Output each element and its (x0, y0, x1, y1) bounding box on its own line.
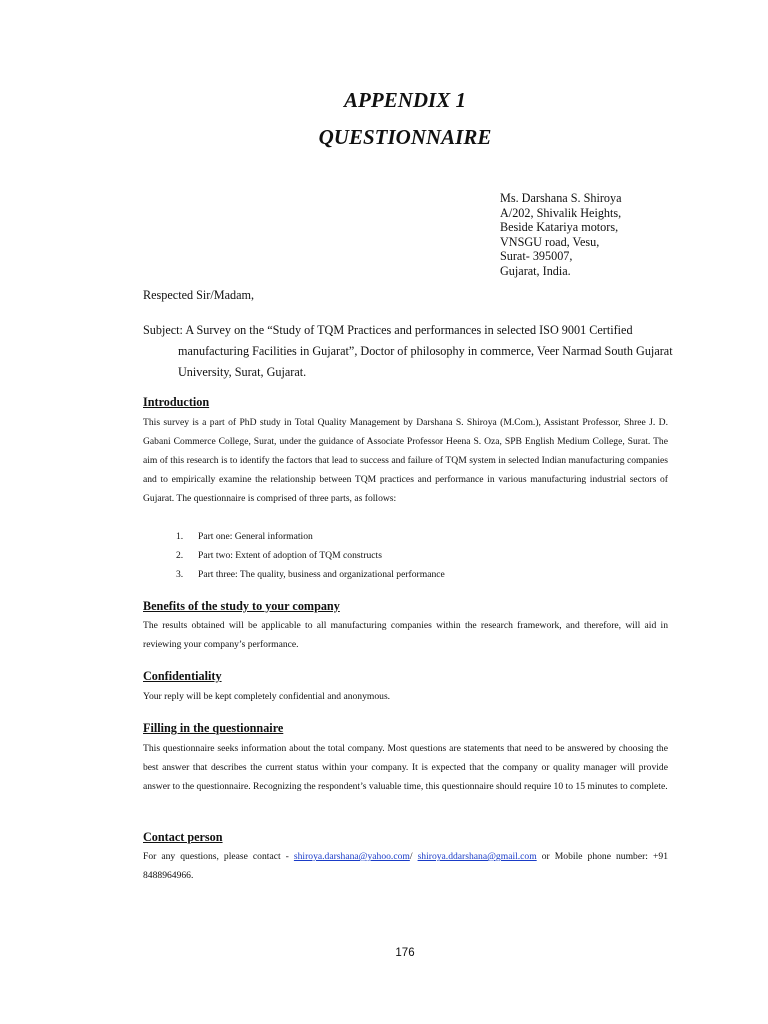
appendix-title: APPENDIX 1 (344, 88, 466, 112)
benefits-text: The results obtained will be applicable to all manufacturing companies within the research framework, and therefore, will aid in reviewing your company’s performance. (143, 620, 668, 650)
list-item: 3. Part three: The quality, business and organizational performance (176, 569, 445, 580)
list-item: 1. Part one: General information (176, 531, 313, 542)
address-line: Gujarat, India. (500, 263, 571, 278)
sender-address (500, 191, 622, 279)
page-number: 176 (395, 947, 415, 959)
address-line: Surat- 395007, (500, 249, 573, 264)
questionnaire-title: QUESTIONNAIRE (318, 125, 492, 149)
list-item: 2. Part two: Extent of adoption of TQM constructs (176, 550, 382, 561)
benefits-heading: Benefits of the study to your company (143, 599, 340, 613)
contact-heading: Contact person (143, 830, 223, 844)
address-line: A/202, Shivalik Heights, (500, 205, 622, 220)
address-line: Beside Katariya motors, (500, 220, 619, 235)
introduction-heading: Introduction (143, 395, 210, 409)
greeting: Respected Sir/Madam, (143, 288, 255, 302)
address-line: Ms. Darshana S. Shiroya (500, 191, 622, 205)
email-link-yahoo[interactable]: shiroya.darshana@yahoo.com (293, 851, 410, 862)
filling-heading: Filling in the questionnaire (143, 721, 284, 735)
email-link-gmail[interactable]: shiroya.ddarshana@gmail.com (417, 851, 537, 862)
parts-list (176, 527, 445, 584)
filling-text: This questionnaire seeks information about the total company. Most questions are statements that need to be answered by choosing the best answer that describes the current status within your company. It is expected that the company or quality manager will provide answer to the questionnaire. Recognizing the respondent’s valuable time, this questionnaire should require 10 to 15 minutes to complete. (143, 743, 668, 792)
contact-text: For any questions, please contact - shiroya.darshana@yahoo.com/ shiroya.ddarshana@gmail.com or Mobile phone number: +91 8488964966. (143, 851, 669, 881)
introduction-text: This survey is a part of PhD study in Total Quality Management by Darshana S. Shiroya (M.Com.), Assistant Professor, Shree J. D. Gabani Commerce College, Surat, under the guidance of Associate Professor Heena S. Oza, SPB English Medium College, Surat. The aim of this research is to identify the factors that lead to success and failure of TQM system in selected Indian manufacturing companies and to empirically examine the relationship between TQM practices and performance in various manufacturing industrial sectors of Gujarat. The questionnaire is comprised of three parts, as follows: (143, 417, 668, 504)
address-line: VNSGU road, Vesu, (500, 234, 600, 249)
confidentiality-text: Your reply will be kept completely confidential and anonymous. (143, 691, 391, 702)
confidentiality-heading: Confidentiality (143, 669, 222, 683)
subject-line: Subject: A Survey on the “Study of TQM Practices and performances in selected ISO 9001 Certified manufacturing Facilities in Gujarat”, Doctor of philosophy in commerce, Veer Narmad South Gujarat University, Surat, Gujarat. (143, 323, 673, 379)
